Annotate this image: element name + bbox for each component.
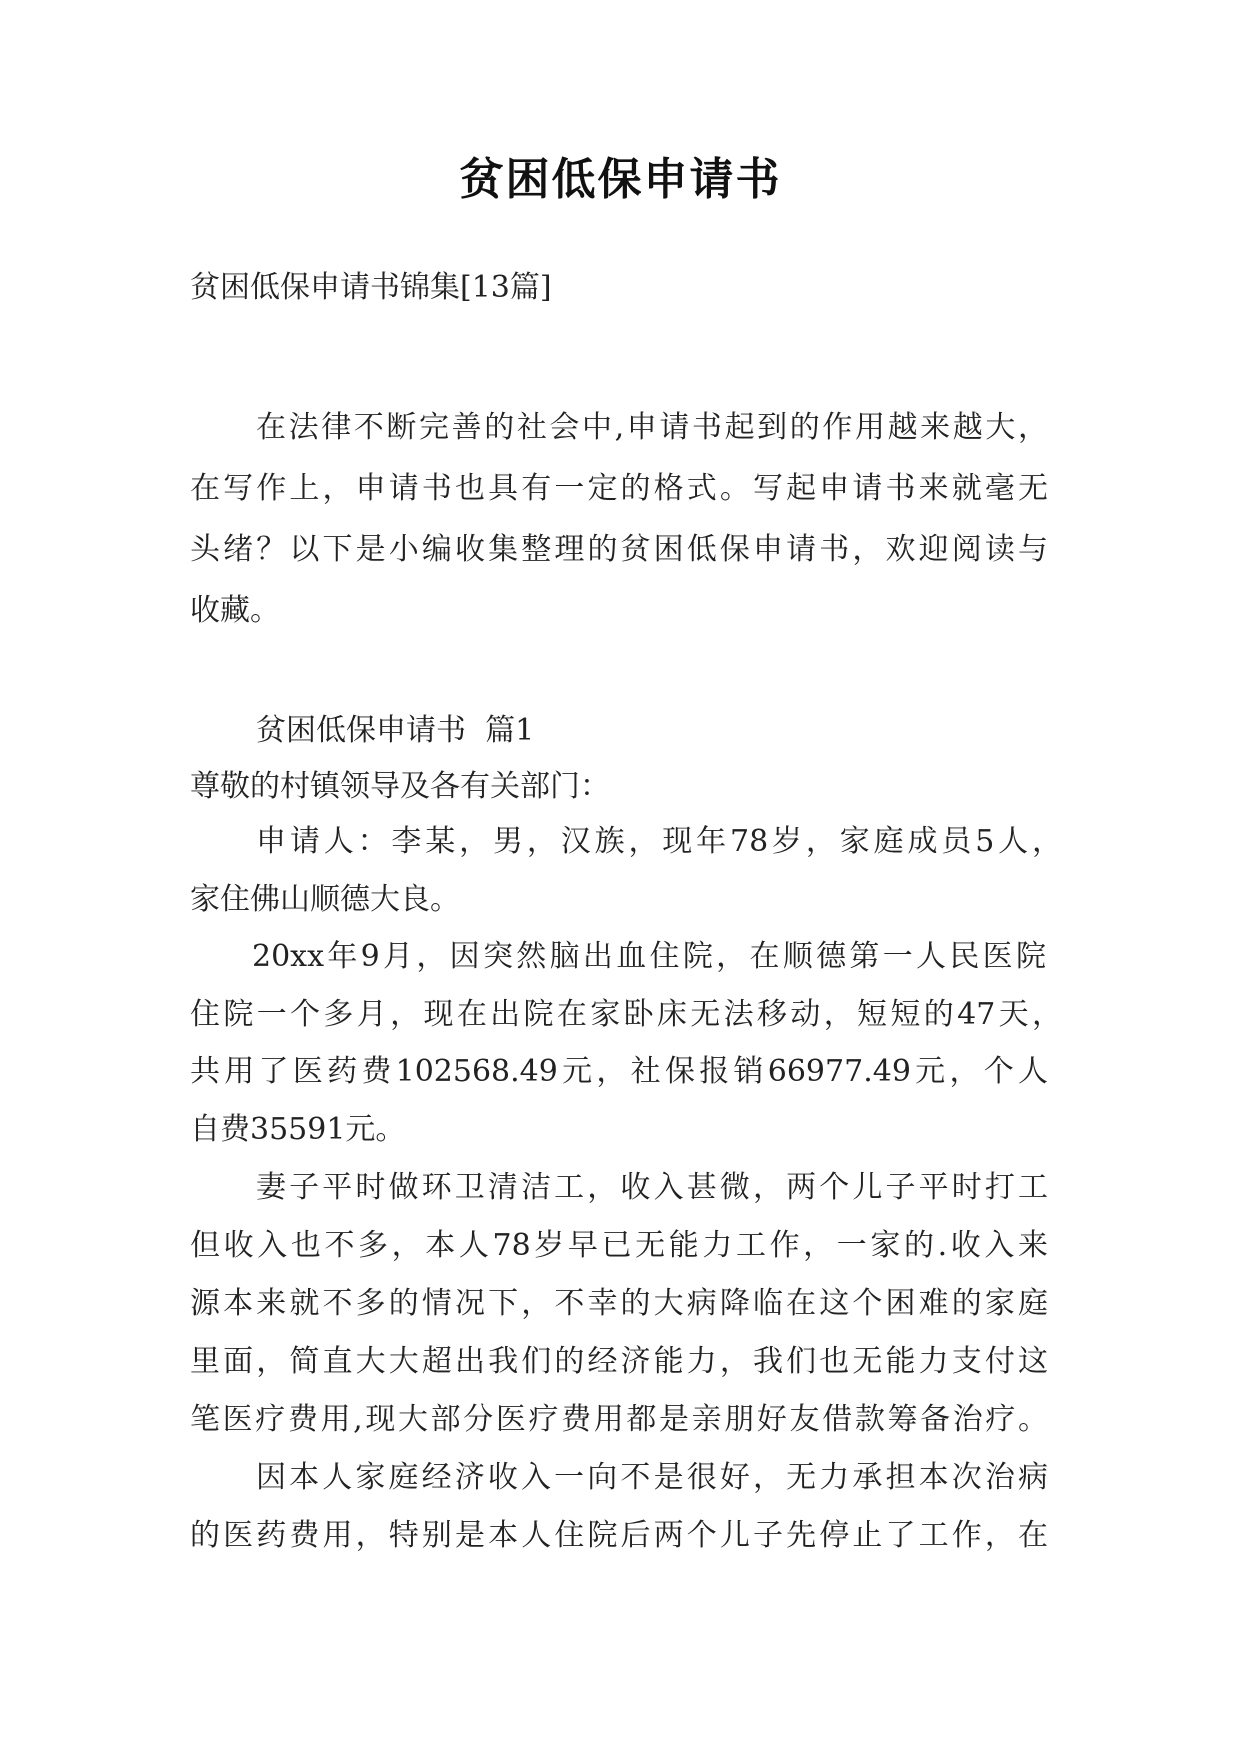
- salutation: 尊敬的村镇领导及各有关部门：: [190, 769, 610, 804]
- intro-line: 在写作上，申请书也具有一定的格式。写起申请书来就毫无: [190, 471, 1048, 506]
- paragraph-line: 自费35591元。: [190, 1112, 406, 1147]
- paragraph-line: 住院一个多月，现在出院在家卧床无法移动，短短的47天，: [190, 997, 1062, 1032]
- intro-line: 在法律不断完善的社会中,申请书起到的作用越来越大，: [256, 410, 1048, 445]
- paragraph-line: 家住佛山顺德大良。: [190, 882, 460, 917]
- document-title: 贫困低保申请书: [459, 154, 782, 205]
- section-heading: 贫困低保申请书 篇1: [256, 713, 535, 748]
- paragraph-line: 申请人：李某，男，汉族，现年78岁，家庭成员5人，: [256, 824, 1062, 859]
- intro-line: 收藏。: [190, 593, 280, 628]
- paragraph-line: 但收入也不多，本人78岁早已无能力工作，一家的.收入来: [190, 1228, 1048, 1263]
- intro-line: 头绪？以下是小编收集整理的贫困低保申请书，欢迎阅读与: [190, 532, 1048, 567]
- paragraph-line: 因本人家庭经济收入一向不是很好，无力承担本次治病: [256, 1460, 1048, 1495]
- paragraph-line: 妻子平时做环卫清洁工，收入甚微，两个儿子平时打工: [256, 1170, 1048, 1205]
- paragraph-line: 笔医疗费用,现大部分医疗费用都是亲朋好友借款筹备治疗。: [190, 1402, 1048, 1437]
- paragraph-line: 共用了医药费102568.49元，社保报销66977.49元，个人: [190, 1054, 1048, 1089]
- paragraph-line: 里面，简直大大超出我们的经济能力，我们也无能力支付这: [190, 1344, 1048, 1379]
- paragraph-line: 的医药费用，特别是本人住院后两个儿子先停止了工作，在: [190, 1518, 1048, 1553]
- paragraph-line: 源本来就不多的情况下，不幸的大病降临在这个困难的家庭: [190, 1286, 1048, 1321]
- paragraph-line: 20xx年9月，因突然脑出血住院，在顺德第一人民医院: [252, 939, 1046, 974]
- collection-subtitle: 贫困低保申请书锦集[13篇]: [190, 270, 552, 305]
